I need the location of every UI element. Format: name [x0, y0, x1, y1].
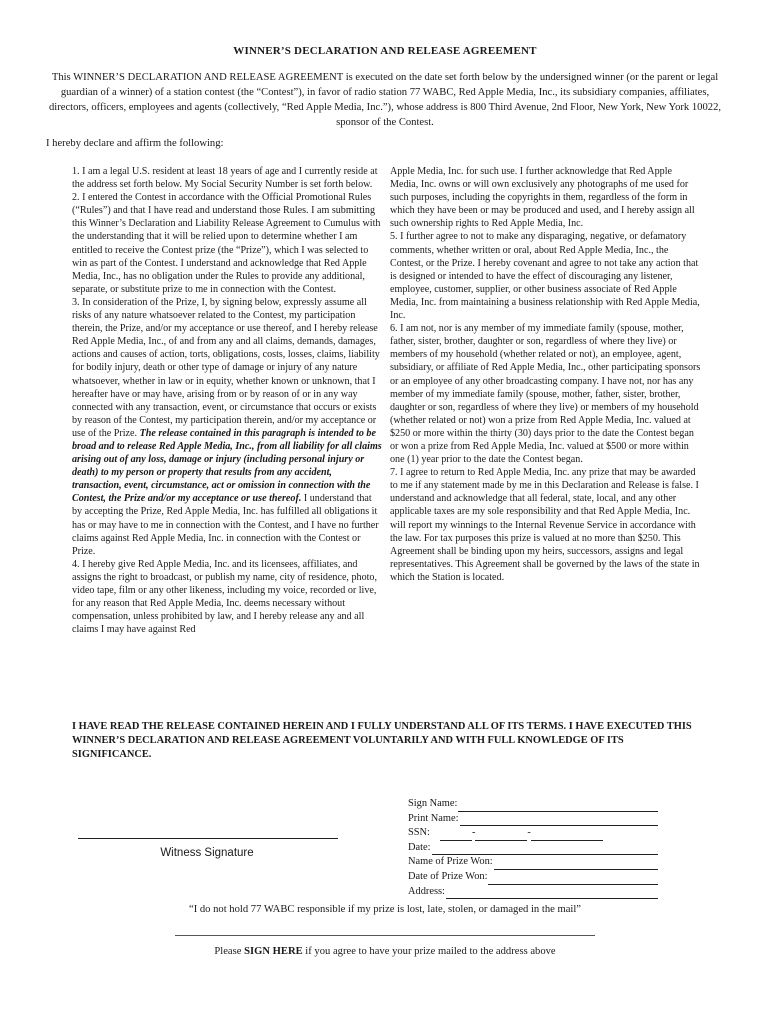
print-name-field[interactable]: [408, 812, 658, 827]
mail-disclaimer-signature-line[interactable]: [175, 935, 595, 936]
prize-date-field[interactable]: [408, 870, 658, 885]
ssn-label: SSN:: [408, 827, 430, 839]
acknowledgement-statement: I HAVE READ THE RELEASE CONTAINED HEREIN AND I FULLY UNDERSTAND ALL OF ITS TERMS. I HAVE EXECUTED THIS WINNER’S DECLARATION AND RELEASE AGREEMENT VOLUNTARILY AND WITH FULL KNOWLEDGE OF ITS SIGNIFICANCE.: [72, 721, 692, 760]
clause-3-end: I understand that by accepting the Prize, Red Apple Media, Inc. has fulfilled all obligations it has or may have to me in connection with the Contest, and I have no further claims against Red Apple Media, Inc. in connection with the Contest or Prize.: [72, 493, 379, 557]
document-title: WINNER’S DECLARATION AND RELEASE AGREEMENT: [233, 45, 537, 57]
ssn-part-2[interactable]: [475, 830, 527, 841]
sign-name-field[interactable]: [408, 797, 658, 812]
witness-signature-line[interactable]: [78, 838, 338, 839]
clause-7: 7. I agree to return to Red Apple Media, Inc. any prize that may be awarded to me if any statement made by me in this Declaration and Release is false. I understand and acknowledge that all federal, state, local, and any other applicable taxes are my sole responsibility and that Red Apple Media, Inc. will report my winnings to the Internal Revenue Service in accordance with the law. For tax purposes this prize is valued at no more than $250. This Agreement shall be binding upon my heirs, successors, assigns and legal representatives. This Agreement shall be governed by the laws of the state in which the Station is located.: [390, 467, 700, 583]
ssn-part-1[interactable]: [440, 830, 472, 841]
mail-disclaimer: “I do not hold 77 WABC responsible if my prize is lost, late, stolen, or damaged in the mail”: [189, 904, 581, 915]
intro-paragraph: This WINNER’S DECLARATION AND RELEASE AGREEMENT is executed on the date set forth below by the undersigned winner (or the parent or legal guardian of a winner) of a station contest (the “Contest”), in favor of radio station 77 WABC, Red Apple Media, Inc., its subsidiary companies, affiliates, directors, officers, employees and agents (collectively, “Red Apple Media, Inc.”), whose address is 800 Third Avenue, 2nd Floor, New York, New York 10022, sponsor of the Contest.: [48, 72, 722, 128]
ssn-separator-2: -: [527, 827, 531, 839]
left-column: [72, 165, 382, 636]
clause-1: 1. I am a legal U.S. resident at least 18 years of age and I currently reside at the address set forth below. My Social Security Number is set forth below.: [72, 166, 378, 191]
clause-3-text: 3. In consideration of the Prize, I, by signing below, expressly assume all risks of any nature whatsoever related to the Contest, my participation therein, the Prize, and/or my acceptance or use thereof, and I hereby release Red Apple Media, Inc., of and from any and all claims, demands, damages, actions and causes of action, torts, obligations, costs, losses, claims, liability for bodily injury, death or other type of damage or injury of any nature whatsoever, whether in law or in equity, whether known or unknown, that I hereafter have or may have, arising from or by reason of or in any way connected with any transaction, event, or circumstance that occurs or exists by reason of the Contest, my participation therein, and/or my acceptance or use of the Prize.: [72, 296, 380, 439]
date-field[interactable]: [408, 841, 658, 856]
sign-here-before: Please: [214, 946, 245, 957]
clause-2: 2. I entered the Contest in accordance with the Official Promotional Rules (“Rules”) and that I have read and understand those Rules. I am submitting this Winner’s Declaration and Liability Release Agreement to Cumulus with the understanding that it will be relied upon to determine whether I am entitled to receive the Contest prize (the “Prize”), which I was selected to win as part of the Contest. I understand and acknowledge that Red Apple Media, Inc., has no obligation under the Rules to provide any additional, separate, or substitute prize to me in connection with the Contest.: [72, 192, 381, 295]
prize-date-line[interactable]: [488, 874, 658, 885]
address-line[interactable]: [446, 888, 658, 899]
sign-name-line[interactable]: [458, 801, 658, 812]
sign-here-emphasis: SIGN HERE: [244, 946, 303, 957]
prize-name-field[interactable]: [408, 855, 658, 870]
right-column: [390, 165, 702, 584]
signature-fields: [408, 797, 658, 899]
prize-date-label: Date of Prize Won:: [408, 870, 488, 882]
ssn-separator-1: -: [471, 827, 476, 839]
clause-6: 6. I am not, nor is any member of my immediate family (spouse, mother, father, sister, brother, daughter or son, regardless of where they live) or members of my household (whether related or not), an employee, agent, subsidiary, or affiliate of Red Apple Media, Inc., other participating sponsors or an employee of any other broadcasting company. I have not, nor has any member of my immediate family (spouse, mother, father, sister, brother, daughter or son, regardless of where they live) or members of my household (whether related or not) won a prize from Red Apple Media, Inc. valued at $250 or more within the thirty (30) days prior to the date the Contest began or won a prize from Red Apple Media, Inc. valued at $500 or more within one (1) year prior to the date the Contest began.: [390, 323, 701, 466]
sign-here-after: if you agree to have your prize mailed to the address above: [302, 946, 556, 957]
affirm-statement: I hereby declare and affirm the following:: [46, 138, 224, 149]
ssn-part-3[interactable]: [531, 830, 603, 841]
clause-3: [72, 296, 382, 558]
prize-name-line[interactable]: [494, 859, 658, 870]
print-name-line[interactable]: [460, 815, 658, 826]
print-name-label: Print Name:: [408, 812, 459, 824]
clause-4-continued: Apple Media, Inc. for such use. I further acknowledge that Red Apple Media, Inc. owns or will own exclusively any photographs of me used for such purposes, including the copyrights in them, regardless of the form in which they have been or may be produced and used, and I hereby assign all such ownership rights to Red Apple Media, Inc.: [390, 166, 695, 230]
prize-name-label: Name of Prize Won:: [408, 856, 493, 868]
clause-3-release-emphasis: The release contained in this paragraph is intended to be broad and to release Red Apple Media, Inc., from all liability for all claims arising out of any loss, damage or injury (including personal injury or death) to my person or property that results from any accident, transaction, event, circumstance, act or omission in connection with the Contest, the Prize and/or my acceptance or use thereof.: [72, 427, 382, 505]
date-line[interactable]: [432, 844, 658, 855]
address-field[interactable]: [408, 885, 658, 900]
sign-name-label: Sign Name:: [408, 798, 458, 809]
clause-4: 4. I hereby give Red Apple Media, Inc. and its licensees, affiliates, and assigns the right to broadcast, or publish my name, city of residence, photo, video tape, film or any other likeness, including my voice, recorded or live, for any reason that Red Apple Media, Inc. deems necessary without compensation, unless prohibited by law, and I hereby release any and all claims I may have against Red: [72, 558, 377, 636]
sign-here-instruction: [0, 946, 770, 957]
witness-signature-label: Witness Signature: [160, 847, 254, 859]
address-label: Address:: [408, 885, 445, 897]
clause-5: 5. I further agree to not to make any disparaging, negative, or defamatory comments, whether written or oral, about Red Apple Media, Inc., the Contest, or the Prize. I hereby covenant and agree to not take any action that is designed or intended to have the effect of discouraging any listener, employee, customer, supplier, or other business associate of Red Apple Media, Inc. from maintaining a business relationship with Red Apple Media, Inc.: [390, 231, 700, 322]
ssn-field[interactable]: [408, 826, 658, 841]
date-label: Date:: [408, 841, 431, 853]
